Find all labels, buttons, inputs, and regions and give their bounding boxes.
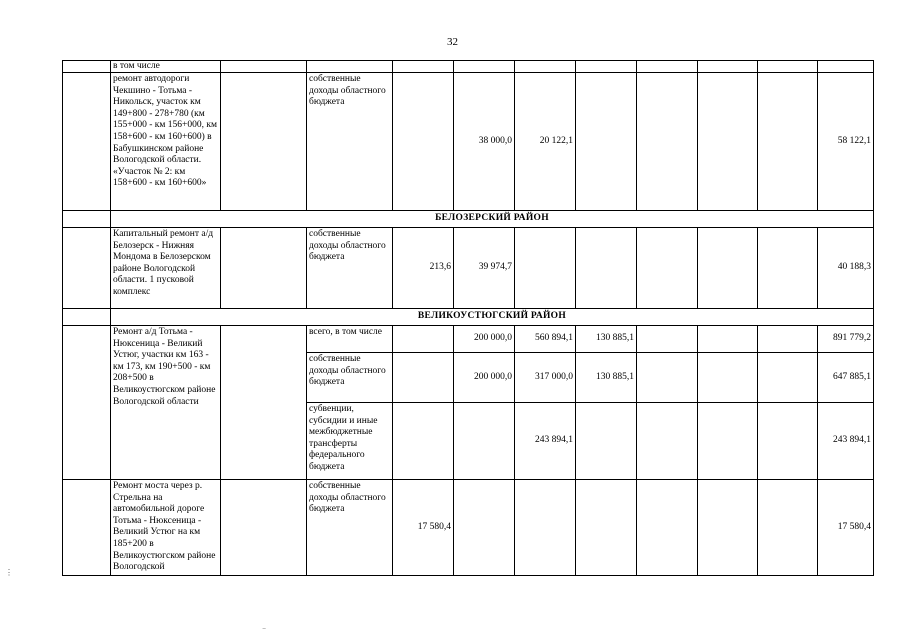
funding-source: собственные доходы областного бюджета (307, 353, 393, 403)
section-heading-velikoustyugsky: ВЕЛИКОУСТЮГСКИЙ РАЙОН (111, 309, 874, 326)
funding-source: субвенции, субсидии и иные межбюджетные трансферты федерального бюджета (307, 403, 393, 480)
value-cell: 213,6 (393, 228, 454, 309)
funding-source: собственные доходы областного бюджета (307, 480, 393, 576)
scan-mark: ⋮ (5, 568, 13, 577)
section-heading-belozersky: БЕЛОЗЕРСКИЙ РАЙОН (111, 211, 874, 228)
value-cell: 17 580,4 (393, 480, 454, 576)
value-cell: 130 885,1 (576, 353, 637, 403)
value-cell: 38 000,0 (454, 73, 515, 211)
total-cell: 647 885,1 (818, 353, 874, 403)
table-row (63, 73, 874, 211)
object-name: ремонт автодороги Чекшино - Тотьма - Никольск, участок км 149+800 - 278+780 (км 155+000 - км 156+000, км 158+600 - км 160+600) в Бабушкинском районе Вологодской области. «Участок № 2: км 158+600 - км 160+600» (111, 73, 221, 211)
funding-source: собственные доходы областного бюджета (307, 228, 393, 309)
total-cell: 891 779,2 (818, 326, 874, 353)
total-cell: 17 580,4 (818, 480, 874, 576)
including-label: в том числе (111, 61, 221, 73)
object-name: Ремонт моста через р. Стрельна на автомобильной дороге Тотьма - Нюксеница - Великий Устюг на км 185+200 в Великоустюгском районе Вологодской (111, 480, 221, 576)
funding-source: всего, в том числе (307, 326, 393, 353)
table-row (63, 61, 874, 73)
object-name: Капитальный ремонт а/д Белозерск - Нижняя Мондома в Белозерском районе Вологодской области. 1 пусковой комплекс (111, 228, 221, 309)
value-cell: 317 000,0 (515, 353, 576, 403)
total-cell: 58 122,1 (818, 73, 874, 211)
value-cell: 243 894,1 (515, 403, 576, 480)
table-row (63, 228, 874, 309)
value-cell: 130 885,1 (576, 326, 637, 353)
section-row (63, 309, 874, 326)
section-row (63, 211, 874, 228)
value-cell: 200 000,0 (454, 353, 515, 403)
table-row (63, 326, 874, 353)
budget-table (62, 60, 874, 576)
funding-source: собственные доходы областного бюджета (307, 73, 393, 211)
total-cell: 243 894,1 (818, 403, 874, 480)
scan-mark: ⁻ (262, 626, 267, 635)
value-cell: 200 000,0 (454, 326, 515, 353)
table-row (63, 480, 874, 576)
page-number: 32 (447, 36, 458, 48)
value-cell: 560 894,1 (515, 326, 576, 353)
object-name: Ремонт а/д Тотьма - Нюксеница - Великий Устюг, участки км 163 - км 173, км 190+500 - км 208+500 в Великоустюгском районе Вологодской области (111, 326, 221, 480)
value-cell: 20 122,1 (515, 73, 576, 211)
total-cell: 40 188,3 (818, 228, 874, 309)
value-cell: 39 974,7 (454, 228, 515, 309)
